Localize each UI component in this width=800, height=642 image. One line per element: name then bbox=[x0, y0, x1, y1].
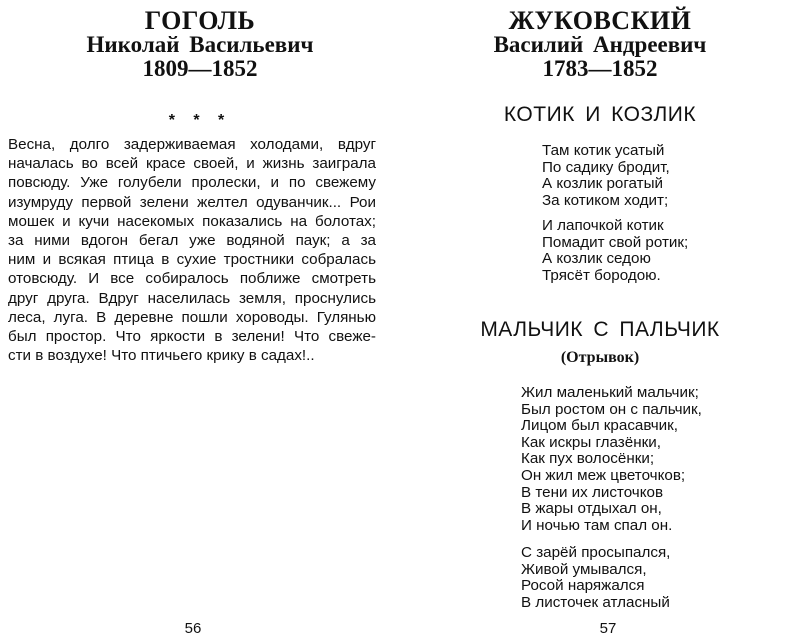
poem-title-malchik-s-palchik: МАЛЬЧИК С ПАЛЬЧИК bbox=[480, 318, 720, 341]
verse-line: Он жил меж цветочков; bbox=[521, 466, 686, 484]
verse-line: Как искры глазёнки, bbox=[521, 433, 661, 451]
prose-line: отовсюду. И все собиралось поближе смотреть bbox=[8, 270, 376, 288]
prose-line: началась во всей красе своей, и жизнь заиграла bbox=[8, 155, 376, 173]
prose-line: леса, луга. В деревне пошли хороводы. Гулянью bbox=[8, 308, 376, 326]
verse-line: За котиком ходит; bbox=[542, 191, 669, 209]
verse-line: А козлик седою bbox=[542, 250, 651, 268]
verse-line: И лапочкой котик bbox=[542, 217, 664, 234]
verse-line: Живой умывался, bbox=[521, 560, 647, 578]
prose-line: за ними вдогон бегал уже водяной паук; а за bbox=[8, 232, 376, 250]
prose-line: повсюду. Уже голубели пролески, и по свежему bbox=[8, 174, 376, 192]
poem-title-kotik-i-kozlik: КОТИК И КОЗЛИК bbox=[503, 103, 697, 126]
prose-line: был простор. Что яркости в зелени! Что свеже- bbox=[8, 328, 376, 346]
poem1-stanza-2 bbox=[542, 218, 688, 284]
verse-line: Лицом был красавчик, bbox=[521, 417, 679, 435]
verse-line: С зарёй просыпался, bbox=[521, 544, 671, 561]
verse-line: Росой наряжался bbox=[521, 577, 645, 595]
prose-line: изумруду первой зелени желтел одуванчик... Рои bbox=[8, 193, 376, 211]
author-surname-gogol: ГОГОЛЬ bbox=[144, 6, 256, 35]
author-surname-zhukovsky: ЖУКОВСКИЙ bbox=[508, 6, 692, 35]
prose-line: Весна, долго задерживаемая холодами, вдруг bbox=[8, 136, 376, 153]
prose-line: ним и всякая птица в сухие тростники собралась bbox=[8, 251, 376, 269]
prose-text bbox=[8, 135, 376, 365]
right-page bbox=[400, 0, 800, 642]
section-separator: * * * bbox=[168, 112, 232, 129]
author-years-gogol: 1809—1852 bbox=[142, 56, 258, 81]
verse-line: В жары отдыхал он, bbox=[521, 500, 662, 518]
verse-line: Как пух волосёнки; bbox=[521, 450, 655, 468]
author-years-zhukovsky: 1783—1852 bbox=[542, 56, 658, 81]
page-number-right: 57 bbox=[599, 620, 617, 637]
author-given-name-gogol: Николай Васильевич bbox=[86, 32, 314, 57]
verse-line: И ночью там спал он. bbox=[521, 516, 673, 534]
verse-line: Жил маленький мальчик; bbox=[521, 384, 699, 401]
verse-line: Помадит свой ротик; bbox=[542, 233, 689, 251]
poem-subtitle-excerpt: (Отрывок) bbox=[560, 349, 640, 366]
prose-line: друг друга. Вдруг населилась земля, проснулись bbox=[8, 289, 376, 307]
verse-line: Трясёт бородою. bbox=[542, 266, 661, 284]
poem2-stanza-2 bbox=[521, 545, 670, 611]
author-given-name-zhukovsky: Василий Андреевич bbox=[493, 32, 707, 57]
verse-line: В тени их листочков bbox=[521, 483, 664, 501]
verse-line: А козлик рогатый bbox=[542, 175, 664, 193]
poem2-stanza-1 bbox=[521, 385, 702, 534]
verse-line: В листочек атласный bbox=[521, 593, 670, 611]
prose-line: сти в воздухе! Что птичьего крику в садах!.. bbox=[8, 347, 315, 365]
page-number-left: 56 bbox=[184, 620, 202, 637]
prose-line: мошек и кучи насекомых показались на болотах; bbox=[8, 212, 376, 230]
verse-line: Был ростом он с пальчик, bbox=[521, 400, 702, 418]
verse-line: По садику бродит, bbox=[542, 158, 670, 176]
verse-line: Там котик усатый bbox=[542, 142, 665, 159]
poem1-stanza-1 bbox=[542, 143, 670, 209]
